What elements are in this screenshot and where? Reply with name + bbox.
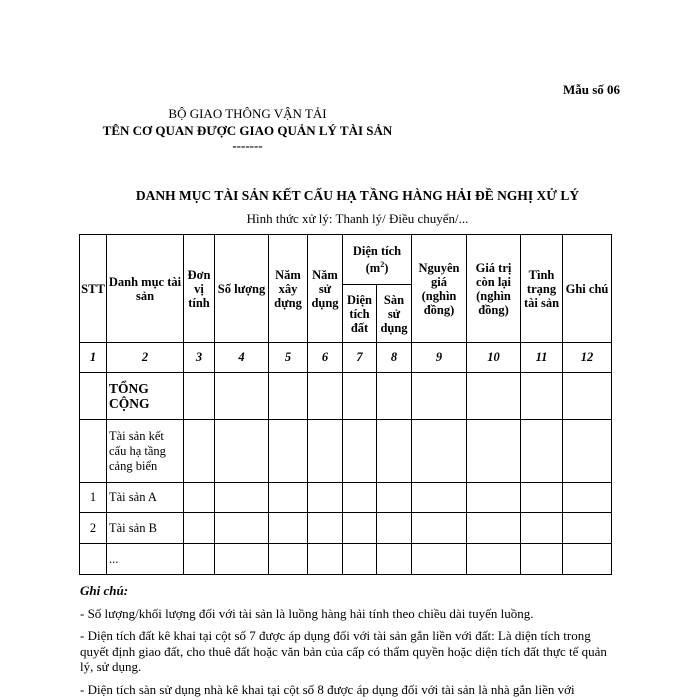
agency-block: [70, 105, 425, 153]
column-number: 3: [184, 343, 215, 373]
header-stt: STT: [80, 235, 107, 343]
column-number: 9: [412, 343, 467, 373]
header-floor-area: Sàn sử dụng: [377, 285, 412, 343]
column-number-row: [80, 343, 612, 373]
header-unit: Đơn vị tính: [184, 235, 215, 343]
row-stt: [80, 544, 107, 575]
header-year-used: Năm sử dụng: [308, 235, 343, 343]
agency-name: TÊN CƠ QUAN ĐƯỢC GIAO QUẢN LÝ TÀI SẢN: [102, 123, 393, 138]
table-row: [80, 513, 612, 544]
row-name: TỔNG CỘNG: [107, 373, 184, 420]
header-category: Danh mục tài sản: [107, 235, 184, 343]
header-original-cost: Nguyên giá (nghìn đồng): [412, 235, 467, 343]
header-quantity: Số lượng: [215, 235, 269, 343]
table-row-total: [80, 373, 612, 420]
column-number: 6: [308, 343, 343, 373]
form-number: Mẫu số 06: [562, 82, 620, 97]
asset-table: [79, 234, 612, 575]
header-area-group: [343, 235, 412, 285]
header-note: Ghi chú: [563, 235, 612, 343]
column-number: 12: [563, 343, 612, 373]
row-name: Tài sản B: [107, 513, 184, 544]
note-item: - Số lượng/khối lượng đối với tài sản là luồng hàng hải tính theo chiều dài tuyến luồng.: [80, 606, 534, 621]
area-group-prefix: Diện tích (m: [352, 243, 402, 276]
header-year-built: Năm xây dựng: [269, 235, 308, 343]
header-land-area: Diện tích đất: [343, 285, 377, 343]
ministry-name: BỘ GIAO THÔNG VẬN TẢI: [168, 106, 327, 121]
column-number: 4: [215, 343, 269, 373]
note-item: - Diện tích sàn sử dụng nhà kê khai tại cột số 8 được áp dụng đối với tài sản là nhà gắn liền với: [80, 682, 575, 697]
row-stt: [80, 420, 107, 483]
header-remaining-value: Giá trị còn lại (nghìn đồng): [467, 235, 521, 343]
header-separator: -------: [232, 138, 263, 153]
note-item: - Diện tích đất kê khai tại cột số 7 được áp dụng đối với tài sản gắn liền với đất: Là diện tích trong quyết định giao đất, cho thuê đất hoặc văn bản của cấp có thẩm quyền hoặc diện tích đất thực tế quản lý, sử dụng.: [80, 628, 607, 674]
header-status: Tình trạng tài sản: [521, 235, 563, 343]
table-row-group: [80, 420, 612, 483]
column-number: 2: [107, 343, 184, 373]
area-unit-superscript: 2: [380, 259, 385, 269]
column-number: 7: [343, 343, 377, 373]
document-subtitle: Hình thức xử lý: Thanh lý/ Điều chuyển/...: [246, 211, 469, 226]
row-name: Tài sản kết cấu hạ tầng cảng biển: [107, 420, 184, 483]
row-stt: [80, 373, 107, 420]
area-group-suffix: ): [384, 261, 389, 276]
column-number: 10: [467, 343, 521, 373]
row-name: Tài sản A: [107, 483, 184, 513]
column-number: 5: [269, 343, 308, 373]
notes-title: Ghi chú:: [80, 583, 129, 598]
column-number: 1: [80, 343, 107, 373]
row-stt: 2: [80, 513, 107, 544]
row-name: ...: [107, 544, 184, 575]
table-row: [80, 544, 612, 575]
row-stt: 1: [80, 483, 107, 513]
table-row: [80, 483, 612, 513]
column-number: 8: [377, 343, 412, 373]
column-number: 11: [521, 343, 563, 373]
document-title: DANH MỤC TÀI SẢN KẾT CẤU HẠ TẦNG HÀNG HẢI ĐỀ NGHỊ XỬ LÝ: [135, 188, 580, 203]
